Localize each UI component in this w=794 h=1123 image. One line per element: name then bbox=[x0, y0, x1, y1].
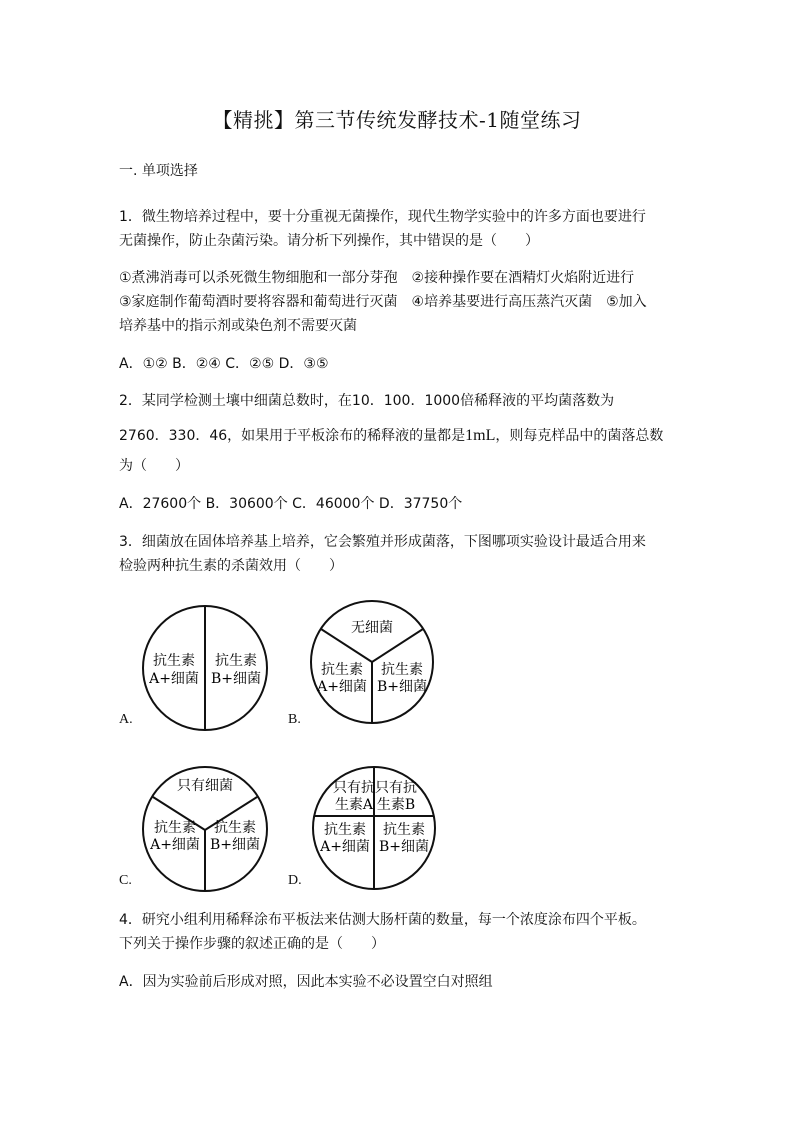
q3-stem-line1: 3．细菌放在固体培养基上培养，它会繁殖并形成菌落，下图哪项实验设计最适合用来 bbox=[119, 534, 646, 550]
figure-d bbox=[310, 764, 438, 892]
figure-c bbox=[140, 764, 270, 894]
figure-a-label: A. bbox=[119, 712, 133, 727]
q4-stem-line2: 下列关于操作步骤的叙述正确的是（ ） bbox=[119, 936, 385, 952]
figure-b-plate bbox=[308, 598, 436, 726]
figure-c-right-line2: B+细菌 bbox=[209, 837, 261, 853]
figure-b-left-line1: 抗生素 bbox=[321, 662, 363, 678]
figure-a-right-line1: 抗生素 bbox=[215, 653, 257, 669]
figure-a-right-line2: B+细菌 bbox=[210, 671, 262, 687]
q2-stem-line1: 2．某同学检测土壤中细菌总数时，在10．100．1000倍稀释液的平均菌落数为 bbox=[119, 393, 615, 409]
figure-a-left-line2: A+细菌 bbox=[149, 671, 199, 687]
figure-c-right-line1: 抗生素 bbox=[214, 820, 256, 836]
q4-stem-line1: 4．研究小组利用稀释涂布平板法来估测大肠杆菌的数量，每一个浓度涂布四个平板。 bbox=[119, 912, 646, 928]
figure-d-tl-line2: 生素A bbox=[334, 797, 374, 813]
figure-c-top: 只有细菌 bbox=[177, 778, 233, 794]
figure-c-label: C. bbox=[119, 873, 132, 888]
q1-statement-line3: 培养基中的指示剂或染色剂不需要灭菌 bbox=[119, 318, 357, 334]
q2-unit: 1mL bbox=[465, 427, 496, 444]
figure-c-left-line2: A+细菌 bbox=[150, 837, 200, 853]
section-heading: 一. 单项选择 bbox=[119, 163, 198, 179]
figure-b-right-line1: 抗生素 bbox=[381, 662, 423, 678]
figure-b-right-line2: B+细菌 bbox=[376, 679, 428, 695]
figure-b bbox=[308, 598, 436, 726]
figure-d-label: D. bbox=[288, 873, 302, 888]
figure-a-plate bbox=[140, 603, 270, 733]
figure-d-bl-line2: A+细菌 bbox=[320, 839, 370, 855]
q3-stem-line2: 检验两种抗生素的杀菌效用（ ） bbox=[119, 558, 343, 574]
figure-d-tr-line2: 生素B bbox=[376, 797, 416, 813]
q2-stem-line2b: ，则每克样品中的菌落总数 bbox=[495, 428, 664, 444]
q2-stem-line3: 为（ ） bbox=[119, 458, 189, 474]
q4-option-a: A．因为实验前后形成对照，因此本实验不必设置空白对照组 bbox=[119, 974, 493, 990]
figure-b-top: 无细菌 bbox=[351, 620, 393, 636]
figure-d-bl-line1: 抗生素 bbox=[324, 822, 366, 838]
figure-a-left-line1: 抗生素 bbox=[153, 653, 195, 669]
q1-stem-line1: 1．微生物培养过程中，要十分重视无菌操作，现代生物学实验中的许多方面也要进行 bbox=[119, 209, 646, 225]
q2-stem-line2 bbox=[119, 424, 679, 448]
q1-statement-line1: ①煮沸消毒可以杀死微生物细胞和一部分芽孢 ②接种操作要在酒精灯火焰附近进行 bbox=[119, 270, 635, 286]
figure-b-label: B. bbox=[288, 712, 301, 727]
q2-stem-line2a: 2760．330．46，如果用于平板涂布的稀释液的量都是 bbox=[119, 428, 466, 444]
figure-c-plate bbox=[140, 764, 270, 894]
figure-d-br-line2: B+细菌 bbox=[378, 839, 430, 855]
figure-d-tl-line1: 只有抗 bbox=[333, 780, 375, 796]
figure-d-plate bbox=[310, 764, 438, 892]
q1-statement-line2: ③家庭制作葡萄酒时要将容器和葡萄进行灭菌 ④培养基要进行高压蒸汽灭菌 ⑤加入 bbox=[119, 294, 647, 310]
figure-d-br-line1: 抗生素 bbox=[383, 822, 425, 838]
q2-options: A．27600个 B．30600个 C．46000个 D．37750个 bbox=[119, 496, 463, 512]
figure-a bbox=[140, 603, 270, 733]
figure-c-left-line1: 抗生素 bbox=[154, 820, 196, 836]
q1-options: A．①② B．②④ C．②⑤ D．③⑤ bbox=[119, 356, 329, 372]
page-title: 【精挑】第三节传统发酵技术-1随堂练习 bbox=[212, 108, 582, 132]
figure-d-tr-line1: 只有抗 bbox=[375, 780, 417, 796]
q1-stem-line2: 无菌操作，防止杂菌污染。请分析下列操作，其中错误的是（ ） bbox=[119, 233, 539, 249]
figure-b-left-line2: A+细菌 bbox=[317, 679, 367, 695]
